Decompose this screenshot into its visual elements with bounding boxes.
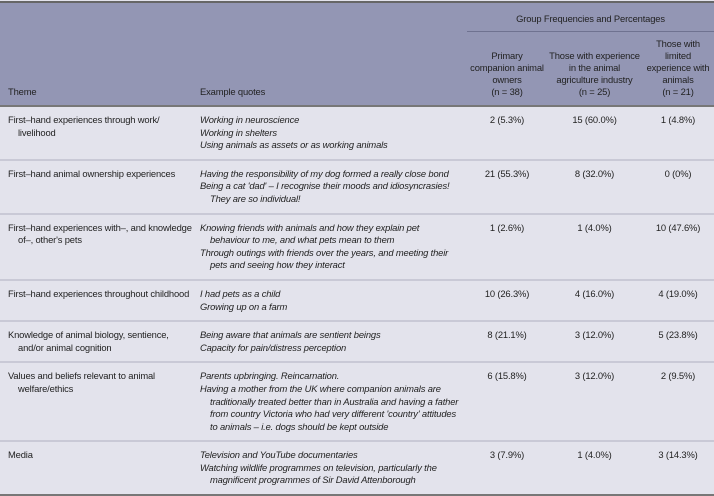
table-row xyxy=(0,214,714,280)
group-label: Those with limited experience with animals xyxy=(646,38,710,85)
frequency-cell: 15 (60.0%) xyxy=(547,106,642,160)
theme-cell xyxy=(0,214,195,280)
group-header-limited xyxy=(642,32,714,107)
frequency-cell: 6 (15.8%) xyxy=(467,362,547,441)
frequency-cell: 8 (21.1%) xyxy=(467,321,547,362)
example-quote: Knowing friends with animals and how they explain pet behaviour to me, and what pets mean to them xyxy=(200,221,420,246)
frequency-cell: 3 (7.9%) xyxy=(467,441,547,495)
table-row xyxy=(0,280,714,321)
table-row xyxy=(0,362,714,441)
group-header-companion xyxy=(467,32,547,107)
theme-text: First–hand experiences throughout childhood xyxy=(8,287,190,299)
example-quote: Watching wildlife programmes on television, particularly the magnificent programmes of Sir David Attenborough xyxy=(200,461,437,486)
quotes-cell xyxy=(195,441,467,495)
example-quote: Being aware that animals are sentient beings xyxy=(200,329,381,341)
theme-cell xyxy=(0,362,195,441)
frequency-cell: 4 (16.0%) xyxy=(547,280,642,321)
quotes-cell xyxy=(195,214,467,280)
frequency-cell: 21 (55.3%) xyxy=(467,160,547,214)
example-quote: Television and YouTube documentaries xyxy=(200,449,358,461)
theme-frequency-table xyxy=(0,1,714,496)
example-quote: Being a cat 'dad' – I recognise their moods and idiosyncrasies! They are so individual! xyxy=(200,180,450,204)
example-quote: Having the responsibility of my dog formed a really close bond xyxy=(200,167,449,179)
quotes-cell xyxy=(195,362,467,441)
example-quote: Working in neuroscience xyxy=(200,114,300,125)
header-spacer xyxy=(0,2,467,32)
example-quote: Parents upbringing. Reincarnation. xyxy=(200,370,340,382)
frequency-cell: 1 (4.0%) xyxy=(547,441,642,495)
frequency-cell: 1 (4.0%) xyxy=(547,214,642,280)
frequency-cell: 8 (32.0%) xyxy=(547,160,642,214)
frequency-cell: 5 (23.8%) xyxy=(642,321,714,362)
frequency-cell: 10 (47.6%) xyxy=(642,214,714,280)
group-header: Group Frequencies and Percentages xyxy=(467,2,714,32)
table-row xyxy=(0,160,714,214)
example-quote: I had pets as a child xyxy=(200,287,281,299)
group-n: (n = 21) xyxy=(662,86,694,97)
theme-text: First–hand experiences with–, and knowledge of–, other's pets xyxy=(8,221,192,246)
example-quote: Through outings with friends over the years, and meeting their pets and seeing how they interact xyxy=(200,246,449,271)
frequency-cell: 3 (14.3%) xyxy=(642,441,714,495)
table-row xyxy=(0,321,714,362)
frequency-cell: 3 (12.0%) xyxy=(547,321,642,362)
group-label: Primary companion animal owners xyxy=(470,50,544,85)
quotes-cell xyxy=(195,321,467,362)
example-quote: Growing up on a farm xyxy=(200,300,288,312)
theme-text: First–hand animal ownership experiences xyxy=(8,167,176,179)
group-label: Those with experience in the animal agriculture industry xyxy=(549,50,640,85)
frequency-cell: 1 (2.6%) xyxy=(467,214,547,280)
group-header-agriculture xyxy=(547,32,642,107)
frequency-cell: 1 (4.8%) xyxy=(642,106,714,160)
frequency-cell: 3 (12.0%) xyxy=(547,362,642,441)
frequency-cell: 10 (26.3%) xyxy=(467,280,547,321)
theme-cell xyxy=(0,160,195,214)
theme-header: Theme xyxy=(0,32,195,107)
example-quote: Working in shelters xyxy=(200,126,277,138)
group-n: (n = 25) xyxy=(578,86,611,97)
theme-cell xyxy=(0,280,195,321)
frequency-cell: 2 (5.3%) xyxy=(467,106,547,160)
theme-text: Values and beliefs relevant to animal welfare/ethics xyxy=(8,370,155,394)
frequency-cell: 0 (0%) xyxy=(642,160,714,214)
theme-cell xyxy=(0,441,195,495)
quotes-header: Example quotes xyxy=(195,32,467,107)
theme-text: Media xyxy=(8,449,33,461)
theme-cell xyxy=(0,106,195,160)
theme-cell xyxy=(0,321,195,362)
quotes-cell xyxy=(195,280,467,321)
frequency-cell: 2 (9.5%) xyxy=(642,362,714,441)
group-n: (n = 38) xyxy=(491,86,523,97)
frequency-cell: 4 (19.0%) xyxy=(642,280,714,321)
example-quote: Having a mother from the UK where companion animals are traditionally treated better than in Australia and having a father from country Victoria who had very different 'country' attitudes to animals – i.e. dogs should be kept outside xyxy=(200,382,459,432)
quotes-cell xyxy=(195,106,467,160)
example-quote: Using animals as assets or as working animals xyxy=(200,139,388,151)
theme-text: First–hand experiences through work/ livelihood xyxy=(8,114,160,138)
example-quote: Capacity for pain/distress perception xyxy=(200,341,347,353)
quotes-cell xyxy=(195,160,467,214)
theme-text: Knowledge of animal biology, sentience, and/or animal cognition xyxy=(8,329,169,353)
table-row xyxy=(0,106,714,160)
table-row xyxy=(0,441,714,495)
